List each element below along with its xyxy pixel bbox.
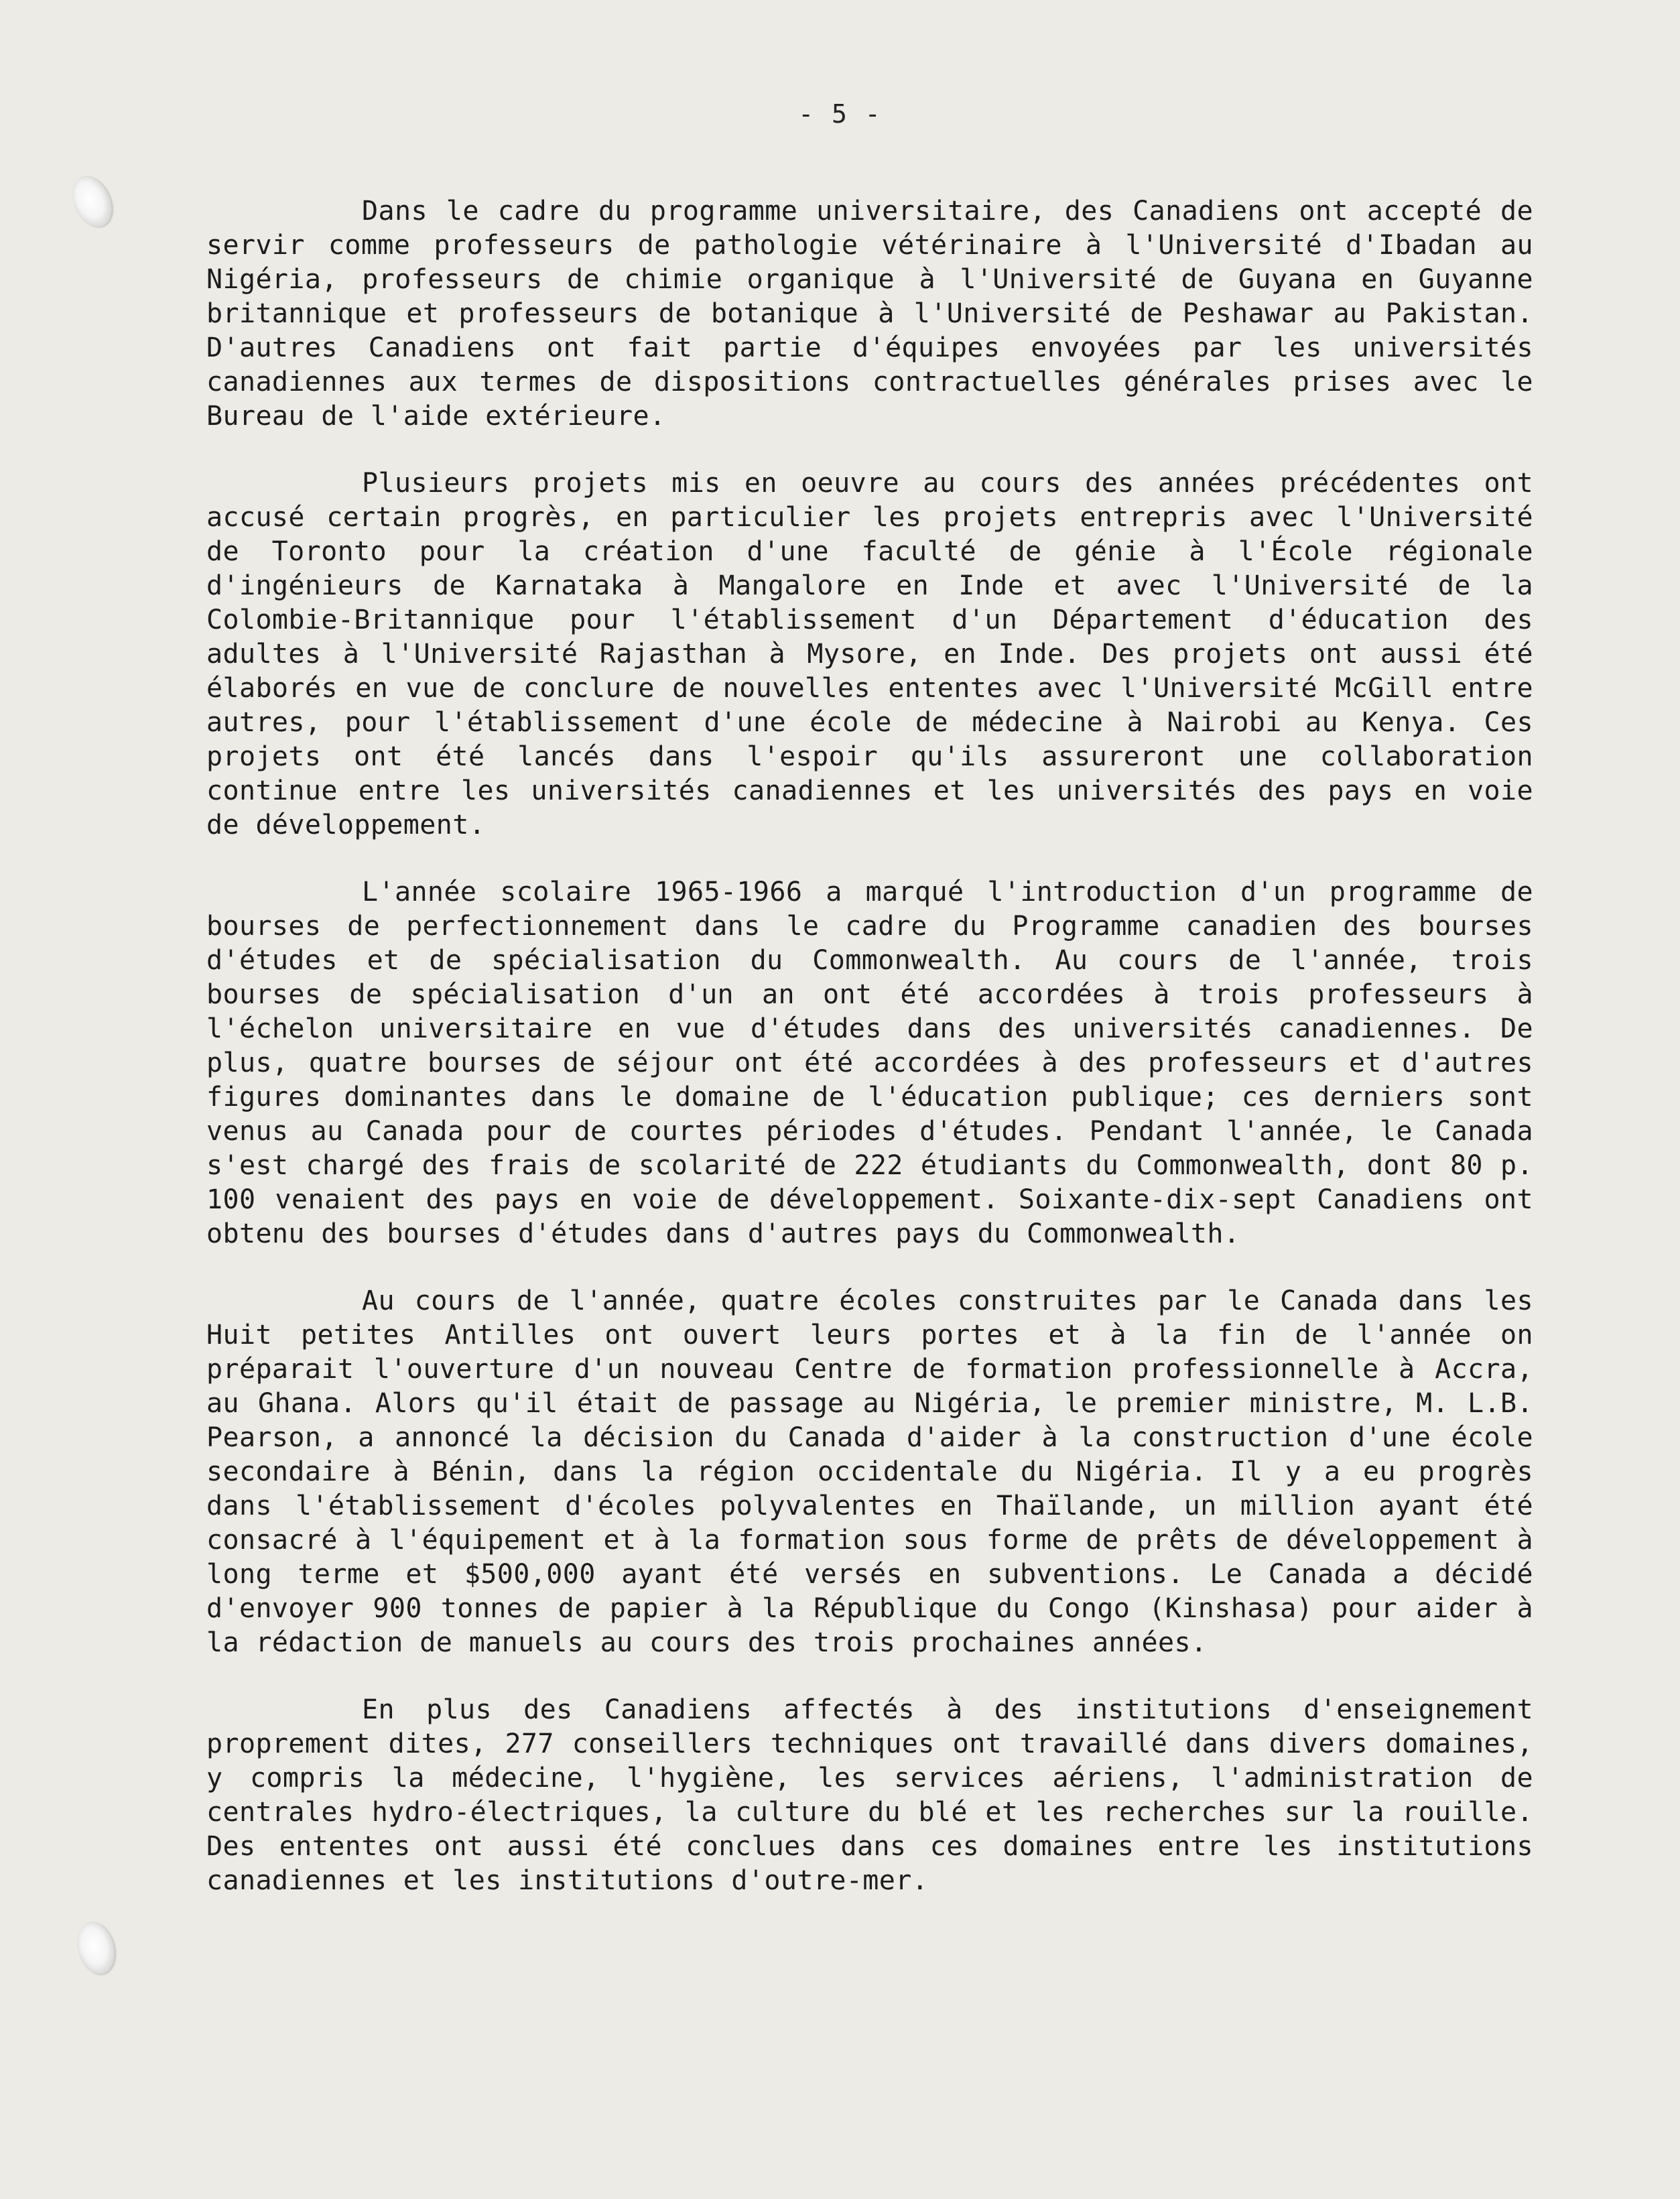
paragraph-projects: Plusieurs projets mis en oeuvre au cours des années précédentes ont accusé certain progrès, en particulier les projets entrepris avec l'Université de Toronto pour la création d'une faculté de génie à l'École régionale d'ingénieurs de Karnataka à Mangalore en Inde et avec l'Université de la Colombie-Britannique pour l'établissement d'un Département d'éducation des adultes à l'Université Rajasthan à Mysore, en Inde. Des projets ont aussi été élaborés en vue de conclure de nouvelles ententes avec l'Université McGill entre autres, pour l'établissement d'une école de médecine à Nairobi au Kenya. Ces projets ont été lancés dans l'espoir qu'ils assureront une collaboration continue entre les universités canadiennes et les universités des pays en voie de développement.: [206, 468, 1533, 840]
paragraph-schools: Au cours de l'année, quatre écoles construites par le Canada dans les Huit petites Antilles ont ouvert leurs portes et à la fin de l'année on préparait l'ouverture d'un nouveau Centre de formation professionnelle à Accra, au Ghana. Alors qu'il était de passage au Nigéria, le premier ministre, M. L.B. Pearson, a annoncé la décision du Canada d'aider à la construction d'une école secondaire à Bénin, dans la région occidentale du Nigéria. Il y a eu progrès dans l'établissement d'écoles polyvalentes en Thaïlande, un million ayant été consacré à l'équipement et à la formation sous forme de prêts de développement à long terme et $500,000 ayant été versés en subventions. Le Canada a décidé d'envoyer 900 tonnes de papier à la République du Congo (Kinshasa) pour aider à la rédaction de manuels au cours des trois prochaines années.: [206, 1285, 1533, 1658]
paragraph-university-program: Dans le cadre du programme universitaire, des Canadiens ont accepté de servir comme professeurs de pathologie vétérinaire à l'Université d'Ibadan au Nigéria, professeurs de chimie organique à l'Université de Guyana en Guyanne britannique et professeurs de botanique à l'Université de Peshawar au Pakistan. D'autres Canadiens ont fait partie d'équipes envoyées par les universités canadiennes aux termes de dispositions contractuelles générales prises avec le Bureau de l'aide extérieure.: [206, 196, 1533, 432]
paragraph-technical-advisers: En plus des Canadiens affectés à des institutions d'enseignement proprement dites, 277 conseillers techniques ont travaillé dans divers domaines, y compris la médecine, l'hygiène, les services aériens, l'administration de centrales hydro-électriques, la culture du blé et les recherches sur la rouille. Des ententes ont aussi été conclues dans ces domaines entre les institutions canadiennes et les institutions d'outre-mer.: [206, 1694, 1533, 1896]
body-text: [206, 194, 1533, 1931]
punch-hole-bottom: [73, 1919, 120, 1978]
paragraph-scholarships: L'année scolaire 1965-1966 a marqué l'introduction d'un programme de bourses de perfectionnement dans le cadre du Programme canadien des bourses d'études et de spécialisation du Commonwealth. Au cours de l'année, trois bourses de spécialisation d'un an ont été accordées à trois professeurs à l'échelon universitaire en vue d'études dans des universités canadiennes. De plus, quatre bourses de séjour ont été accordées à des professeurs et d'autres figures dominantes dans le domaine de l'éducation publique; ces derniers sont venus au Canada pour de courtes périodes d'études. Pendant l'année, le Canada s'est chargé des frais de scolarité de 222 étudiants du Commonwealth, dont 80 p. 100 venaient des pays en voie de développement. Soixante-dix-sept Canadiens ont obtenu des bourses d'études dans d'autres pays du Commonwealth.: [206, 877, 1533, 1249]
page-number: - 5 -: [798, 99, 882, 129]
punch-hole-top: [66, 171, 119, 233]
